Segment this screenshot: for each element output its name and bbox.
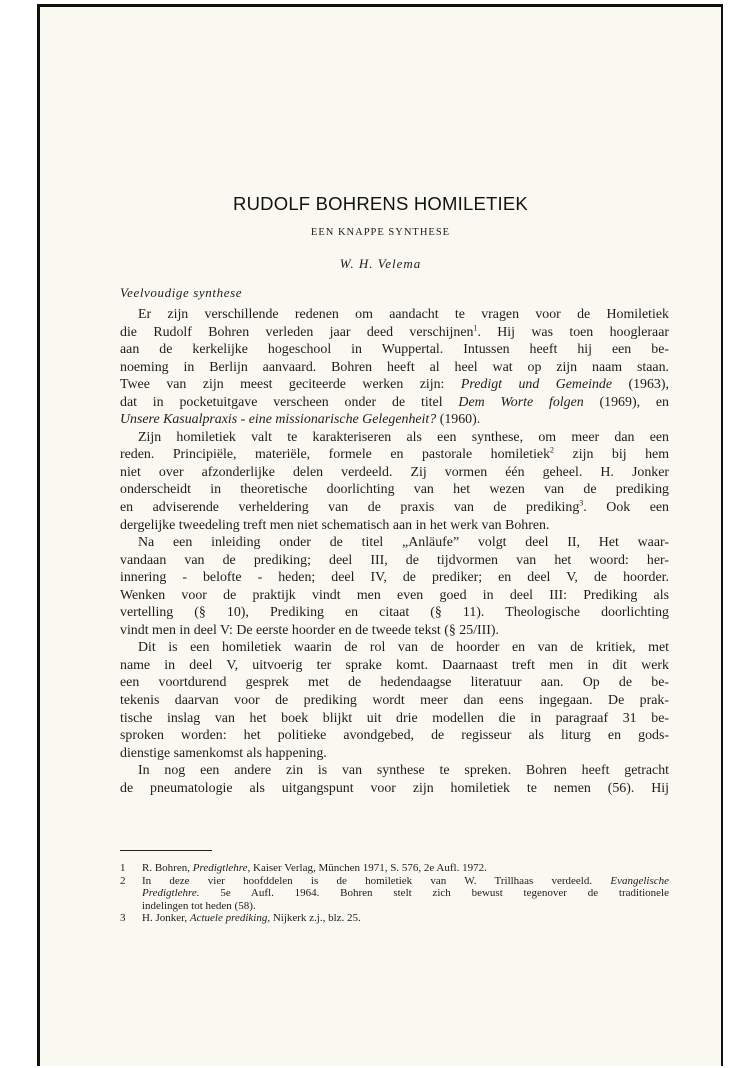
footnote-3 [120,912,669,925]
body-line: niet over afzonderlijke delen verdeeld. Zij vormen één geheel. H. Jonker [120,464,669,480]
footnote-line: indelingen tot heden (58). [142,899,256,912]
body-text [120,306,669,797]
body-line: vindt men in deel V: De eerste hoorder en de tweede tekst (§ 25/III). [120,622,500,638]
body-line: de pneumatologie als uitgangspunt voor zijn homiletiek te nemen (56). Hij [120,780,669,796]
footnote-rule [120,850,212,851]
footnote-2 [120,875,669,913]
body-line: een voortdurend gesprek met de hedendaagse literatuur aan. Op de be- [120,675,669,691]
footnote-line: Predigtlehre. 5e Aufl. 1964. Bohren stelt zich bewust tegenover de traditionele [142,887,669,900]
author: W. H. Velema [339,256,422,271]
footnote-1 [120,862,669,875]
footnote-number: 1 [120,862,126,874]
body-line: dat in pocketuitgave verscheen onder de titel Dem Worte folgen (1969), en [120,394,669,410]
body-line: Na een inleiding onder de titel „Anläufe” volgt deel II, Het waar- [138,535,669,551]
body-line: aan de kerkelijke hogeschool in Wuppertal. Intussen heeft hij een be- [120,342,669,358]
body-line: die Rudolf Bohren verleden jaar deed verschijnen$^1$. Hij was toen hoogleraar [120,323,669,340]
footnote-line: R. Bohren, Predigtlehre, Kaiser Verlag, München 1971, S. 576, 2e Aufl. 1972. [142,862,487,874]
body-line: innering - belofte - heden; deel IV, de prediker; en deel V, de hoorder. [120,570,669,586]
body-line: vandaan van de prediking; deel III, de tijdvormen van het woord: her- [120,552,669,568]
section-heading: Veelvoudige synthese [120,285,243,300]
body-line: dergelijke tweedeling treft men niet schematisch aan in het werk van Bohren. [120,517,550,533]
body-line: Dit is een homiletiek waarin de rol van de hoorder en van de kritiek, met [138,640,669,656]
footnotes [120,862,669,925]
body-line: en adviserende verheldering van de praxis van de prediking$^3$. Ook een [120,499,669,516]
article-title: RUDOLF BOHRENS HOMILETIEK [233,193,528,214]
body-line: sproken worden: het politieke avondgebed, de regisseur als liturg en gods- [120,728,669,744]
footnote-number: 2 [120,874,126,887]
body-line: In nog een andere zin is van synthese te spreken. Bohren heeft getracht [138,763,669,779]
footnote-line: In deze vier hoofddelen is de homiletiek van W. Trillhaas verdeeld. Evangelische [142,874,669,887]
body-line: onderscheidt in theoretische doorlichting van het wezen van de prediking [120,482,669,498]
footnote-number: 3 [120,912,126,925]
body-line: noeming in Berlijn aanvaard. Bohren heeft al heel wat op zijn naam staan. [120,359,669,375]
body-line: Wenken voor de praktijk vindt men even goed in deel III: Prediking als [120,587,669,603]
body-line: reden. Principiële, materiële, formele en pastorale homiletiek$^2$ zijn bij hem [120,446,669,463]
body-line: Zijn homiletiek valt te karakteriseren als een synthese, om meer dan een [138,429,669,445]
footnote-line: H. Jonker, Actuele prediking, Nijkerk z.j., blz. 25. [142,912,361,925]
body-line: Twee van zijn meest geciteerde werken zijn: Predigt und Gemeinde (1963), [120,377,669,393]
page [37,4,723,1066]
body-line: dienstige samenkomst als happening. [120,745,327,761]
article-subtitle: EEN KNAPPE SYNTHESE [310,227,451,238]
body-line: name in deel V, uitvoerig ter sprake komt. Daarnaast treft men in dit werk [120,657,669,673]
body-line: Unsere Kasualpraxis - eine missionarische Gelegenheit? (1960). [120,412,481,428]
body-line: Er zijn verschillende redenen om aandacht te vragen voor de Homiletiek [138,307,669,322]
body-line: tische inslag van het boek blijkt uit drie modellen die in paragraaf 31 be- [120,710,669,726]
body-line: tekenis daarvan voor de prediking wordt meer dan eens ingegaan. De prak- [120,693,669,709]
body-line: vertelling (§ 10), Prediking en citaat (§ 11). Theologische doorlichting [120,605,669,621]
